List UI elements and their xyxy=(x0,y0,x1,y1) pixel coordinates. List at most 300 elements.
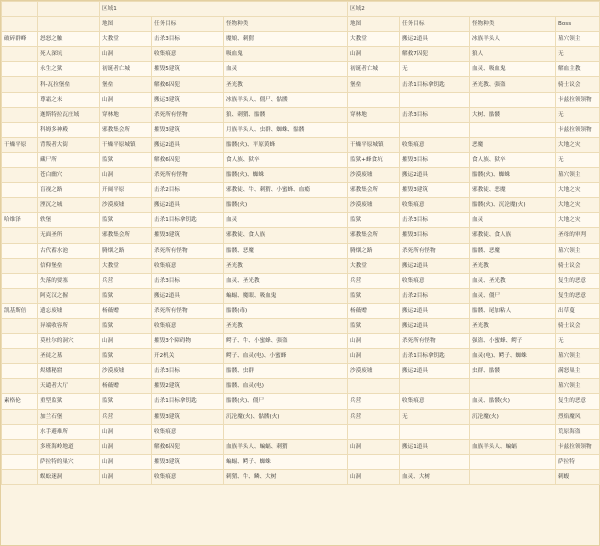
area1-map-cell: 山洞 xyxy=(100,469,152,484)
area2-objective-cell: 搬运2道具 xyxy=(400,32,470,47)
area1-objective-cell: 击杀2目标 xyxy=(152,183,224,198)
boss-cell: 复生的恶意 xyxy=(556,288,600,303)
dungeon-name-cell: 科姆多神殿 xyxy=(38,122,100,137)
area2-monsters-cell xyxy=(470,122,556,137)
table-row xyxy=(2,47,600,62)
area1-monsters-cell: 骷髅(火)、蜘蛛 xyxy=(224,168,348,183)
area2-objective-cell: 击杀1目标拿钥匙 xyxy=(400,349,470,364)
boss-cell: 墓穴领主 xyxy=(556,168,600,183)
dungeon-name-cell: 重型监狱 xyxy=(38,394,100,409)
area2-monsters-cell: 血灵、吸血鬼 xyxy=(470,62,556,77)
area1-monsters-cell: 骷髅、恶魔 xyxy=(224,243,348,258)
area2-monsters-cell xyxy=(470,92,556,107)
area2-objective-cell: 搬运2道具 xyxy=(400,318,470,333)
boss-cell: 大地之灾 xyxy=(556,137,600,152)
area1-objective-cell: 击杀3目标 xyxy=(152,364,224,379)
area1-map-cell: 邪教集会所 xyxy=(100,228,152,243)
table-row xyxy=(2,394,600,409)
area2-monsters-cell: 狼人 xyxy=(470,47,556,62)
area2-map-cell: 腾烟之路 xyxy=(348,243,400,258)
region-cell: 素格伦 xyxy=(2,394,38,409)
region-cell xyxy=(2,152,38,167)
area1-map-cell: 腾烟之路 xyxy=(100,243,152,258)
area2-objective-cell: 无 xyxy=(400,62,470,77)
area1-objective-cell: 解救6囚犯 xyxy=(152,77,224,92)
area2-objective-cell: 搬运2道具 xyxy=(400,258,470,273)
dungeon-name-cell: 轶堡 xyxy=(38,213,100,228)
area1-monsters-cell: 狼、刺猬、骷髅 xyxy=(224,107,348,122)
area2-map-cell xyxy=(348,122,400,137)
area2-monsters-cell: 邪教徒、食人族 xyxy=(470,228,556,243)
area2-monsters-cell: 血灵 xyxy=(470,213,556,228)
area2-objective-cell: 击杀2目标 xyxy=(400,288,470,303)
area2-map-cell: 大教堂 xyxy=(348,32,400,47)
area2-map-cell: 山洞 xyxy=(348,334,400,349)
region-cell xyxy=(2,364,38,379)
area2-map-cell: 沙漠废墟 xyxy=(348,198,400,213)
area1-map-cell: 监狱 xyxy=(100,213,152,228)
area2-map-cell xyxy=(348,379,400,394)
area1-map-cell: 山洞 xyxy=(100,454,152,469)
table-row xyxy=(2,409,600,424)
boss-cell: 骑士议会 xyxy=(556,318,600,333)
header-blank xyxy=(2,2,38,17)
column-header xyxy=(38,17,100,32)
area1-map-cell: 杨薇赠 xyxy=(100,303,152,318)
table-row xyxy=(2,334,600,349)
region-cell xyxy=(2,228,38,243)
region-cell: 哈维泽 xyxy=(2,213,38,228)
table-row xyxy=(2,62,600,77)
area1-monsters-cell xyxy=(224,424,348,439)
boss-cell: 大地之灾 xyxy=(556,213,600,228)
table-row xyxy=(2,454,600,469)
area1-objective-cell: 击杀3目标 xyxy=(152,273,224,288)
table-row xyxy=(2,258,600,273)
table-row xyxy=(2,469,600,484)
area2-map-cell: 穿林地 xyxy=(348,107,400,122)
area2-objective-cell: 击杀3目标 xyxy=(400,213,470,228)
dungeon-name-cell: 失落的要塞 xyxy=(38,273,100,288)
dungeon-name-cell: 圣徒之墓 xyxy=(38,349,100,364)
region-cell xyxy=(2,273,38,288)
area1-objective-cell: 搬运2道具 xyxy=(152,288,224,303)
area1-monsters-cell: 骷髅、血灵(电) xyxy=(224,379,348,394)
region-cell xyxy=(2,62,38,77)
area1-monsters-cell: 血灵 xyxy=(224,213,348,228)
area1-objective-cell: 摧毁3个障碍物 xyxy=(152,334,224,349)
area2-monsters-cell: 冰族羊头人 xyxy=(470,32,556,47)
area2-monsters-cell: 恶魔 xyxy=(470,137,556,152)
area2-objective-cell: 搬运2道具 xyxy=(400,168,470,183)
column-header: 任务目标 xyxy=(400,17,470,32)
area1-objective-cell: 击杀3目标 xyxy=(152,32,224,47)
area1-map-cell: 穿林地 xyxy=(100,107,152,122)
boss-cell: 卡兹拉领领物 xyxy=(556,122,600,137)
area1-map-cell: 大教堂 xyxy=(100,32,152,47)
boss-cell: 圣母的审判 xyxy=(556,228,600,243)
area1-map-cell: 堡垒 xyxy=(100,77,152,92)
area1-monsters-cell: 鳄子、牛、小蜜蜂、强盗 xyxy=(224,334,348,349)
column-header: 怪物种类 xyxy=(224,17,348,32)
dungeon-name-cell: 阿克汉之握 xyxy=(38,288,100,303)
table-row xyxy=(2,92,600,107)
boss-cell: 墓穴领主 xyxy=(556,349,600,364)
boss-cell: 墓穴领主 xyxy=(556,379,600,394)
table-row xyxy=(2,198,600,213)
area2-monsters-cell: 圣光教、强盗 xyxy=(470,77,556,92)
area1-objective-cell: 杀死所有怪物 xyxy=(152,168,224,183)
area2-monsters-cell: 骷髅、恶魔 xyxy=(470,243,556,258)
boss-cell: 大地之灾 xyxy=(556,183,600,198)
dungeon-name-cell: 盲视之路 xyxy=(38,183,100,198)
area1-map-cell: 监狱 xyxy=(100,349,152,364)
area2-monsters-cell: 血灵、骷髅(火) xyxy=(470,394,556,409)
column-header-row xyxy=(2,17,600,32)
area1-objective-cell: 收集痕意 xyxy=(152,424,224,439)
area2-map-cell: 邪教集会所 xyxy=(348,228,400,243)
area1-monsters-cell: 血灵 xyxy=(224,62,348,77)
table-row xyxy=(2,183,600,198)
area1-map-cell: 杨薇赠 xyxy=(100,379,152,394)
area1-objective-cell: 摧毁3建筑 xyxy=(152,409,224,424)
region-cell xyxy=(2,168,38,183)
area1-map-cell: 干燥平原城镇 xyxy=(100,137,152,152)
boss-cell: 满怒巢主 xyxy=(556,364,600,379)
table-row xyxy=(2,137,600,152)
area2-map-cell xyxy=(348,454,400,469)
dungeon-name-cell: 天谴者大厅 xyxy=(38,379,100,394)
dungeon-name-cell: 尊霜之末 xyxy=(38,92,100,107)
area1-objective-cell: 收集痕意 xyxy=(152,469,224,484)
area2-objective-cell: 搬运2道具 xyxy=(400,364,470,379)
dungeon-table xyxy=(1,1,600,485)
table-row xyxy=(2,349,600,364)
area1-monsters-cell: 沉沦魔(火)、骷髅(火) xyxy=(224,409,348,424)
region-cell xyxy=(2,288,38,303)
region-cell xyxy=(2,92,38,107)
boss-cell: 墓穴领主 xyxy=(556,243,600,258)
area1-monsters-cell: 鳄子、血灵(电)、小蜜蜂 xyxy=(224,349,348,364)
area2-objective-cell: 收集痕意 xyxy=(400,198,470,213)
area2-objective-cell: 搬运1道具 xyxy=(400,439,470,454)
region-cell xyxy=(2,439,38,454)
area1-monsters-cell: 邪教徒、牛、刺猬、小蜜蜂、血瘾 xyxy=(224,183,348,198)
dungeon-name-cell: 烬燔秘窟 xyxy=(38,364,100,379)
boss-cell: 刺蝮 xyxy=(556,469,600,484)
region-cell xyxy=(2,424,38,439)
dungeon-name-cell: 信仰堡垒 xyxy=(38,258,100,273)
area-1-header: 区域1 xyxy=(100,2,348,17)
area1-map-cell: 邪教集会所 xyxy=(100,122,152,137)
area1-map-cell: 山洞 xyxy=(100,168,152,183)
area1-objective-cell: 搬运2道具 xyxy=(152,198,224,213)
area1-monsters-cell: 骷髅(火)、平原黄蜂 xyxy=(224,137,348,152)
area2-map-cell: 初诞者亡城 xyxy=(348,62,400,77)
boss-cell: 无 xyxy=(556,47,600,62)
area1-monsters-cell: 吸血鬼 xyxy=(224,47,348,62)
region-cell xyxy=(2,454,38,469)
region-cell xyxy=(2,258,38,273)
area1-map-cell: 初诞者亡城 xyxy=(100,62,152,77)
boss-cell: 复生的恶意 xyxy=(556,273,600,288)
boss-cell: 烈焰魔风 xyxy=(556,409,600,424)
area1-objective-cell: 搬运2道具 xyxy=(152,137,224,152)
area1-monsters-cell: 食人族、狱卒 xyxy=(224,152,348,167)
area2-map-cell xyxy=(348,424,400,439)
area1-objective-cell: 解救6囚犯 xyxy=(152,152,224,167)
region-cell xyxy=(2,198,38,213)
table-row xyxy=(2,318,600,333)
area2-map-cell: 干燥平原城镇 xyxy=(348,137,400,152)
dungeon-name-cell: 异端收容所 xyxy=(38,318,100,333)
area1-objective-cell: 收集痕意 xyxy=(152,318,224,333)
area1-monsters-cell: 血灵、圣光教 xyxy=(224,273,348,288)
column-header: 地图 xyxy=(348,17,400,32)
boss-cell: 萨拉特 xyxy=(556,454,600,469)
area2-objective-cell: 摧毁3建筑 xyxy=(400,183,470,198)
area1-objective-cell: 击杀1目标拿钥匙 xyxy=(152,394,224,409)
area1-monsters-cell: 骷髅(毒) xyxy=(224,303,348,318)
area2-monsters-cell: 血族羊头人、蝙蝠 xyxy=(470,439,556,454)
dungeon-name-cell: 科-瓦拉堡垒 xyxy=(38,77,100,92)
region-cell xyxy=(2,243,38,258)
table-row xyxy=(2,288,600,303)
region-cell: 干燥平原 xyxy=(2,137,38,152)
area1-map-cell: 监狱 xyxy=(100,394,152,409)
area2-objective-cell: 摧毁3目标 xyxy=(400,152,470,167)
area1-monsters-cell: 圣光教 xyxy=(224,318,348,333)
region-cell xyxy=(2,318,38,333)
area2-monsters-cell: 血灵(电)、鳄子、蜘蛛 xyxy=(470,349,556,364)
area2-map-cell: 监狱 xyxy=(348,288,400,303)
region-cell: 凯基斯倍 xyxy=(2,303,38,318)
boss-cell: 骑士议会 xyxy=(556,258,600,273)
area1-monsters-cell: 圣光教 xyxy=(224,77,348,92)
boss-cell: 无 xyxy=(556,152,600,167)
area2-map-cell: 山洞 xyxy=(348,349,400,364)
area2-map-cell: 山洞 xyxy=(348,47,400,62)
area1-map-cell: 山洞 xyxy=(100,47,152,62)
dungeon-name-cell: 苍白幽穴 xyxy=(38,168,100,183)
area1-objective-cell: 杀死所有怪物 xyxy=(152,107,224,122)
area1-map-cell: 开阔平原 xyxy=(100,183,152,198)
area2-monsters-cell: 血灵、僵尸 xyxy=(470,288,556,303)
area2-objective-cell: 搬运2道具 xyxy=(400,303,470,318)
area2-objective-cell xyxy=(400,92,470,107)
area1-objective-cell: 收集痕意 xyxy=(152,47,224,62)
boss-cell: 解血主教 xyxy=(556,62,600,77)
area1-monsters-cell: 月族羊头人、虫群、蜘蛛、骷髅 xyxy=(224,122,348,137)
area2-monsters-cell: 食人族、狱卒 xyxy=(470,152,556,167)
boss-cell: 骑士议会 xyxy=(556,77,600,92)
area2-map-cell: 兵营 xyxy=(348,409,400,424)
table-row xyxy=(2,152,600,167)
area2-objective-cell: 击杀3目标 xyxy=(400,107,470,122)
region-cell xyxy=(2,349,38,364)
area2-objective-cell: 收集痕意 xyxy=(400,137,470,152)
area2-objective-cell: 摧毁3目标 xyxy=(400,228,470,243)
area1-objective-cell: 解救6囚犯 xyxy=(152,439,224,454)
area2-monsters-cell: 骷髅、尾加粘人 xyxy=(470,303,556,318)
dungeon-name-cell: 加兰石堡 xyxy=(38,409,100,424)
region-cell xyxy=(2,409,38,424)
area2-map-cell: 山洞 xyxy=(348,469,400,484)
area2-map-cell: 邪教集会所 xyxy=(348,183,400,198)
area2-objective-cell: 收集痕意 xyxy=(400,394,470,409)
table-row xyxy=(2,213,600,228)
area2-map-cell: 监狱+蜂食坑 xyxy=(348,152,400,167)
table-row xyxy=(2,303,600,318)
area1-monsters-cell: 邪教徒、食人族 xyxy=(224,228,348,243)
dungeon-name-cell: 古代蓄水池 xyxy=(38,243,100,258)
area2-monsters-cell: 圣光教 xyxy=(470,318,556,333)
column-header: 地图 xyxy=(100,17,152,32)
table-row xyxy=(2,32,600,47)
dungeon-name-cell: 迦斯特拉瓦庄域 xyxy=(38,107,100,122)
dungeon-name-cell: 莫杜尔的洞穴 xyxy=(38,334,100,349)
area2-objective-cell: 无 xyxy=(400,409,470,424)
area1-map-cell: 山洞 xyxy=(100,424,152,439)
column-header: Boss xyxy=(556,17,600,32)
area2-monsters-cell: 圣光教 xyxy=(470,258,556,273)
area2-monsters-cell xyxy=(470,454,556,469)
region-cell xyxy=(2,47,38,62)
area2-map-cell: 兵营 xyxy=(348,273,400,288)
area2-objective-cell xyxy=(400,454,470,469)
region-cell xyxy=(2,122,38,137)
area2-objective-cell: 解救7囚犯 xyxy=(400,47,470,62)
area1-objective-cell: 收集痕意 xyxy=(152,258,224,273)
area2-objective-cell xyxy=(400,424,470,439)
area1-monsters-cell: 蝙蝠、鳄子、蜘蛛 xyxy=(224,454,348,469)
dungeon-name-cell: 无面圣所 xyxy=(38,228,100,243)
area1-objective-cell: 摧毁5建筑 xyxy=(152,62,224,77)
area1-map-cell: 监狱 xyxy=(100,152,152,167)
area1-objective-cell: 开2机关 xyxy=(152,349,224,364)
dungeon-name-cell: 湮沉之城 xyxy=(38,198,100,213)
area1-map-cell: 监狱 xyxy=(100,288,152,303)
area2-map-cell: 堡垒 xyxy=(348,77,400,92)
region-cell xyxy=(2,334,38,349)
area1-objective-cell: 搬运3建筑 xyxy=(152,92,224,107)
area2-monsters-cell xyxy=(470,469,556,484)
table-row xyxy=(2,364,600,379)
dungeon-name-cell: 永生之狱 xyxy=(38,62,100,77)
dungeon-name-cell: 遗忘废墟 xyxy=(38,303,100,318)
column-header xyxy=(2,17,38,32)
area2-objective-cell xyxy=(400,122,470,137)
area1-map-cell: 山洞 xyxy=(100,334,152,349)
area1-map-cell: 山洞 xyxy=(100,92,152,107)
area1-monsters-cell: 圣光教 xyxy=(224,258,348,273)
region-cell xyxy=(2,183,38,198)
area1-map-cell: 沙漠废墟 xyxy=(100,364,152,379)
area2-objective-cell: 击杀1目标拿钥匙 xyxy=(400,77,470,92)
boss-cell: 出草蔓 xyxy=(556,303,600,318)
table-row xyxy=(2,122,600,137)
area1-map-cell: 监狱 xyxy=(100,318,152,333)
area1-map-cell: 兵营 xyxy=(100,273,152,288)
area1-monsters-cell: 骷髅(火)、僵尸 xyxy=(224,394,348,409)
area1-monsters-cell: 骷髅、虫群 xyxy=(224,364,348,379)
dungeon-name-cell: 死人深坑 xyxy=(38,47,100,62)
area1-objective-cell: 击杀1目标拿钥匙 xyxy=(152,213,224,228)
dungeon-name-cell: 多班海岭地道 xyxy=(38,439,100,454)
dungeon-name-cell: 藏尸所 xyxy=(38,152,100,167)
table-row xyxy=(2,439,600,454)
area2-monsters-cell: 大树、骷髅 xyxy=(470,107,556,122)
area2-objective-cell: 杀死所有怪物 xyxy=(400,334,470,349)
area1-objective-cell: 杀死所有怪物 xyxy=(152,303,224,318)
area2-objective-cell: 血灵、大树 xyxy=(400,469,470,484)
area1-objective-cell: 摧毁3建筑 xyxy=(152,454,224,469)
region-cell xyxy=(2,77,38,92)
area2-map-cell: 监狱 xyxy=(348,318,400,333)
area2-map-cell: 兵营 xyxy=(348,394,400,409)
area2-monsters-cell: 强盗、小蜜蜂、鳄子 xyxy=(470,334,556,349)
area2-monsters-cell: 虫群、骷髅 xyxy=(470,364,556,379)
area2-monsters-cell: 邪教徒、恶魔 xyxy=(470,183,556,198)
dungeon-name-cell: 怒怒之触 xyxy=(38,32,100,47)
area2-objective-cell xyxy=(400,379,470,394)
boss-cell: 卡兹拉领领物 xyxy=(556,92,600,107)
boss-cell: 荒原海盗 xyxy=(556,424,600,439)
region-cell: 破碎群峰 xyxy=(2,32,38,47)
area1-monsters-cell: 蝙蝠、魔眼、吸血鬼 xyxy=(224,288,348,303)
table-row xyxy=(2,228,600,243)
region-cell xyxy=(2,107,38,122)
region-cell xyxy=(2,469,38,484)
table-row xyxy=(2,168,600,183)
boss-cell: 无 xyxy=(556,107,600,122)
dungeon-name-cell: 萨拉特的巢穴 xyxy=(38,454,100,469)
table-row xyxy=(2,77,600,92)
table-row xyxy=(2,107,600,122)
region-cell xyxy=(2,379,38,394)
column-header: 怪物种类 xyxy=(470,17,556,32)
area2-monsters-cell: 骷髅(火)、蜘蛛 xyxy=(470,168,556,183)
area2-monsters-cell: 骷髅(火)、沉沦魔(火) xyxy=(470,198,556,213)
table-row xyxy=(2,424,600,439)
area1-objective-cell: 摧毁2建筑 xyxy=(152,379,224,394)
area1-monsters-cell: 冰族羊头人、僵尸、骷髅 xyxy=(224,92,348,107)
area2-map-cell xyxy=(348,92,400,107)
area2-monsters-cell xyxy=(470,379,556,394)
area2-monsters-cell: 血灵、圣光教 xyxy=(470,273,556,288)
boss-cell: 无 xyxy=(556,334,600,349)
area1-map-cell: 大教堂 xyxy=(100,258,152,273)
area2-objective-cell: 杀死所有怪物 xyxy=(400,243,470,258)
table-row xyxy=(2,273,600,288)
area1-monsters-cell: 血族羊头人、蝙蝠、刺猬 xyxy=(224,439,348,454)
area2-monsters-cell xyxy=(470,424,556,439)
area2-monsters-cell: 沉沦魔(火) xyxy=(470,409,556,424)
area1-map-cell: 兵营 xyxy=(100,409,152,424)
area1-monsters-cell: 骷髅(火) xyxy=(224,198,348,213)
dungeon-name-cell: 蜈蚣迷洞 xyxy=(38,469,100,484)
table-row xyxy=(2,243,600,258)
area2-objective-cell: 收集痕意 xyxy=(400,273,470,288)
table-row xyxy=(2,379,600,394)
area1-objective-cell: 摧毁3建筑 xyxy=(152,122,224,137)
area1-monsters-cell: 魔娘、刺猬 xyxy=(224,32,348,47)
boss-cell: 卡兹拉领领物 xyxy=(556,439,600,454)
area-2-header: 区域2 xyxy=(348,2,600,17)
boss-cell: 复生的恶意 xyxy=(556,394,600,409)
area1-map-cell: 沙漠废墟 xyxy=(100,198,152,213)
area2-map-cell: 沙漠废墟 xyxy=(348,364,400,379)
